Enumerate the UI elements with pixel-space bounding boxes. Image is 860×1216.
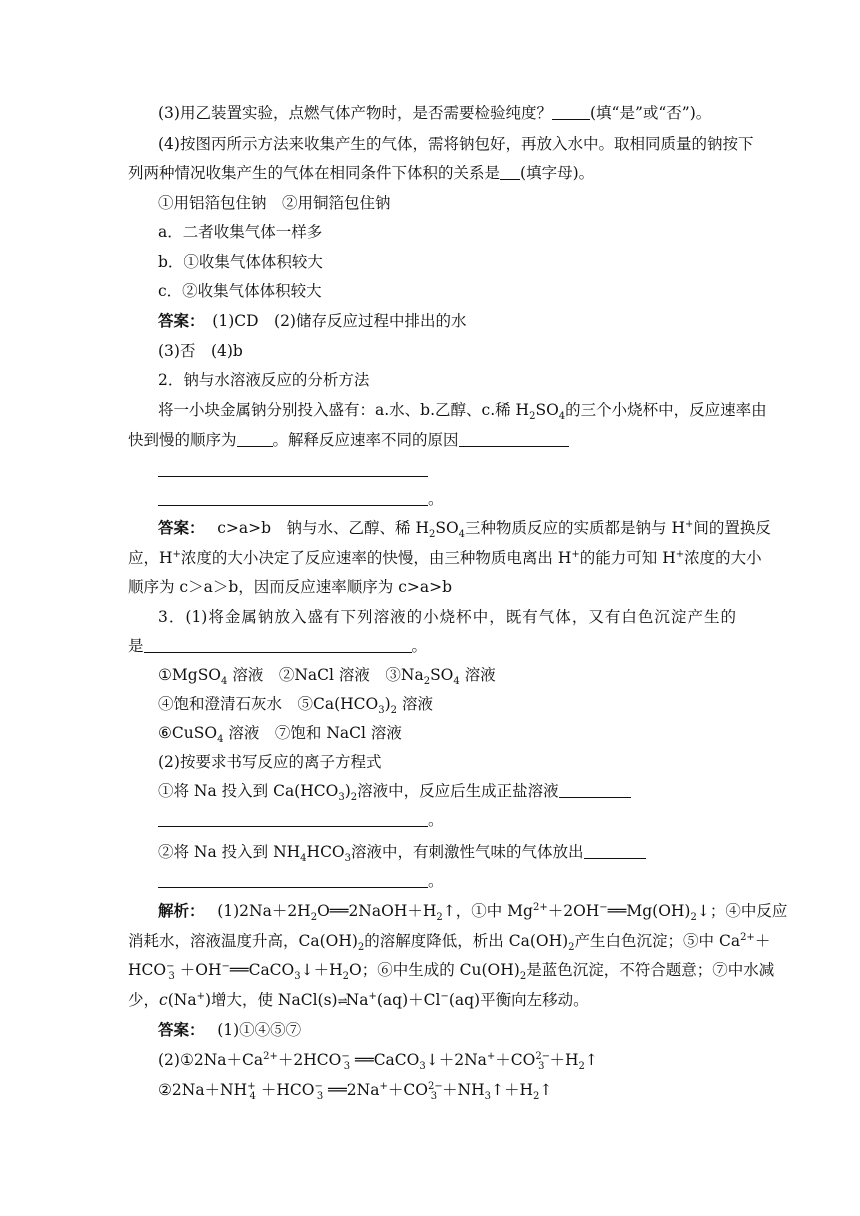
q3-part2-title: (2)按要求书写反应的离子方程式 — [158, 753, 382, 771]
q2-answer-line1: 答案： c>a>b 钠与水、乙醇、稀 $H_2SO_4$三种物质反应的实质都是钠与 H+间的置换反 — [158, 518, 771, 541]
q2-answer-text3: 间的置换反 — [693, 519, 771, 537]
q3-answer-line1 — [158, 1020, 301, 1040]
list-item-text: 溶液 — [401, 695, 433, 713]
q2-stem-reason: 。解释反应速率不同的原因 — [272, 431, 459, 449]
analysis-label: 解析： — [158, 901, 197, 920]
answer-label: 答案： — [158, 518, 197, 537]
q3-answer-text: ↓＋2Na — [425, 1051, 487, 1069]
list-item-text: ) — [384, 695, 391, 713]
answer-blank — [144, 637, 412, 653]
list-item-text: ④饱和澄清石灰水 ⑤Ca(HCO — [158, 695, 379, 713]
q1-part4-line2 — [128, 163, 594, 183]
answer-label: 答案： — [158, 1020, 197, 1039]
analysis-text: HCO — [128, 961, 167, 979]
analysis-text: ＋OH — [179, 961, 222, 979]
q1-part3-tail: (填“是”或“否”)。 — [589, 104, 712, 122]
q1-part3 — [158, 103, 711, 123]
q2-answer-text4: 浓度的大小 — [684, 549, 762, 567]
q3-analysis-line2: 消耗水，溶液温度升高，$Ca(OH)_2$的溶解度降低，析出 $Ca(OH)_2$产生白色沉淀；⑤中 $Ca^{2+}+$ — [128, 931, 771, 954]
q2-stem-order: 快到慢的顺序为 — [128, 431, 237, 449]
period: 。 — [428, 872, 444, 890]
q3-answer-text: ↑ — [584, 1051, 598, 1069]
q2-answer-text: 应，H — [128, 549, 173, 567]
q2-answer-text: c>a>b 钠与水、乙醇、稀 H — [217, 519, 429, 537]
q3-part2-item1: ①将 Na 投入到 $Ca(HCO_3)_2$溶液中，反应后生成正盐溶液 — [158, 781, 631, 801]
q2-answer-line2: 应，H+浓度的大小决定了反应速率的快慢，由三种物质电离出 H+的能力可知 H+浓度的大小 — [128, 548, 762, 567]
answer-line-blank — [158, 460, 428, 480]
q3-answer-text: ＋NH — [442, 1081, 485, 1099]
list-item-text: 溶液 ⑦饱和 NaCl 溶液 — [228, 724, 402, 742]
answer-blank — [158, 461, 428, 477]
answer-blank — [584, 843, 646, 859]
answer-line-blank — [158, 871, 444, 891]
analysis-text: 是蓝色沉淀，不符合题意；⑦中水减 — [526, 961, 775, 979]
q3-item-text: ②将 Na 投入到 NH — [158, 843, 301, 861]
q2-answer-text2: 浓度的大小决定了反应速率的快慢，由三种物质电离出 H — [180, 549, 572, 567]
q3-part2-item2: ②将 Na 投入到 $NH_4HCO_3$溶液中，有刺激性气味的气体放出 — [158, 842, 646, 862]
q1-answer-line2: (3)否 (4)b — [158, 342, 243, 360]
analysis-text: ↓；④中反应 — [696, 902, 788, 920]
q3-item-text: ) — [344, 782, 351, 800]
q3-answer-text: ＋H — [549, 1051, 579, 1069]
q1-option-c: c．②收集气体体积较大 — [158, 282, 322, 300]
q2-answer-text2: 三种物质反应的实质都是钠与 H — [465, 519, 685, 537]
q3-answer-text: ＋CO — [387, 1081, 428, 1099]
analysis-text: O══2NaOH＋H — [317, 902, 437, 920]
q3-answer-text: ↑＋H — [490, 1081, 533, 1099]
q2-answer-line3: 顺序为 c＞a＞b，因而反应速率顺序为 c>a>b — [128, 578, 453, 596]
list-item-text: 溶液 ②NaCl 溶液 ③Na — [232, 666, 424, 684]
analysis-text: (Na — [167, 991, 197, 1009]
q2-answer-text3: 的能力可知 H — [579, 549, 676, 567]
list-item-text: ①MgSO — [158, 666, 222, 684]
analysis-text: 消耗水，溶液温度升高，Ca(OH) — [128, 932, 358, 950]
answer-line-blank — [158, 489, 444, 509]
q3-answer-text: (2)①2Na＋Ca — [158, 1051, 264, 1069]
q3-item-text: 溶液中，反应后生成正盐溶液 — [357, 782, 559, 800]
q3-stem-text: 是 — [128, 637, 144, 655]
q3-list-line2: ④饱和澄清石灰水 $⑤Ca(HCO_3)_2$ 溶液 — [158, 695, 433, 717]
answer-blank — [500, 164, 520, 180]
analysis-text: 少， — [128, 991, 160, 1009]
analysis-text: ＋ — [754, 932, 771, 950]
answer-line-blank — [158, 810, 444, 830]
q1-option-b: b．①收集气体体积较大 — [158, 253, 323, 271]
q2-stem-text: 将一小块金属钠分别投入盛有：a.水、b.乙醇、c.稀 H — [158, 401, 530, 419]
q3-answer-line3: $②2Na+NH^+_4 +HCO^-_3$ $══2Na^++CO^{2-}_3$ $+NH_3↑+H_2↑$ — [158, 1080, 553, 1103]
q3-answer-text: ②2Na＋NH — [158, 1081, 248, 1099]
q3-analysis-line1: 解析： $(1)2Na+2H_2O══2NaOH+H_2↑$，①中 $Mg^{2+}+2OH^-══Mg(OH)_2↓$；④中反应 — [158, 901, 788, 924]
analysis-text: ══CaCO — [229, 961, 295, 979]
analysis-text: ══Mg(OH) — [607, 902, 691, 920]
analysis-text: (aq)平衡向左移动。 — [448, 991, 589, 1009]
q1-part4-tail: (填字母)。 — [520, 164, 595, 182]
period: 。 — [428, 811, 444, 829]
answer-blank — [459, 431, 569, 447]
answer-blank — [158, 811, 428, 827]
analysis-text: c — [159, 991, 168, 1009]
q3-answer-text: ＋HCO — [260, 1081, 315, 1099]
q1-option-a: a．二者收集气体一样多 — [158, 223, 323, 241]
answer-blank — [158, 872, 428, 888]
q3-stem-line1: 3．(1)将金属钠放入盛有下列溶液的小烧杯中，既有气体，又有白色沉淀产生的 — [158, 608, 736, 626]
q1-part3-text: (3)用乙装置实验，点燃气体产物时，是否需要检验纯度？ — [158, 104, 552, 122]
q2-stem-line2 — [128, 430, 569, 450]
q3-answer-text: ↑ — [539, 1081, 553, 1099]
q2-stem-text2: 的三个小烧杯中，反应速率由 — [565, 401, 767, 419]
analysis-text: 的溶解度降低，析出 Ca(OH) — [364, 932, 569, 950]
q1-answer-text: (1)CD (2)储存反应过程中排出的水 — [212, 312, 467, 330]
answer-blank — [559, 782, 631, 798]
q3-answer-text: ＋CO — [495, 1051, 536, 1069]
q3-answer-text: ＋2HCO — [277, 1051, 342, 1069]
q3-item-text: ①将 Na 投入到 Ca(HCO — [158, 782, 339, 800]
period: 。 — [428, 490, 444, 508]
q2-title: 2．钠与水溶液反应的分析方法 — [158, 371, 370, 389]
q3-answer-line2: $(2)①2Na+Ca^{2+}+2HCO^-_3$ $══CaCO_3↓+2Na^++CO^{2-}_3$ $+H_2↑$ — [158, 1050, 598, 1073]
period: 。 — [411, 637, 428, 655]
q3-analysis-line4: 少，c(Na+)增大，使 NaCl(s)⇌Na+(aq)＋Cl−(aq)平衡向左移动。 — [128, 990, 589, 1009]
q3-answer-text: ══CaCO — [355, 1051, 420, 1069]
q3-answer-text: (1)①④⑤⑦ — [217, 1021, 302, 1039]
q3-list-line3: ⑥CuSO$_4$ 溶液 ⑦饱和 NaCl 溶液 — [158, 724, 402, 746]
q3-item-text: 溶液中，有刺激性气味的气体放出 — [351, 843, 584, 861]
analysis-text: 产生白色沉淀；⑤中 Ca — [574, 932, 741, 950]
analysis-text: )增大，使 NaCl(s) — [204, 991, 338, 1009]
q1-part4-text: 列两种情况收集产生的气体在相同条件下体积的关系是 — [128, 164, 501, 182]
q3-item-text: HCO — [306, 843, 345, 861]
answer-blank — [237, 431, 273, 447]
analysis-text: (aq)＋Cl — [376, 991, 441, 1009]
answer-blank — [158, 490, 428, 506]
q2-answer-formula: SO — [435, 519, 459, 537]
q1-answer-line1 — [158, 311, 466, 331]
analysis-text: (1)2Na＋2H — [217, 902, 311, 920]
q3-analysis-line3: $HCO^-_3$ $+OH^-══CaCO_3↓+H_2O$；⑥中生成的 $Cu(OH)_2$是蓝色沉淀，不符合题意；⑦中水减 — [128, 960, 775, 983]
q2-stem-line1: 将一小块金属钠分别投入盛有：a.水、b.乙醇、c.稀 $H_2SO_4$的三个小烧杯中，反应速率由 — [158, 401, 767, 423]
answer-blank — [552, 104, 590, 120]
analysis-text: ↑，①中 Mg — [442, 902, 533, 920]
q3-stem-line2 — [128, 636, 427, 656]
analysis-text: ＋2OH — [547, 902, 600, 920]
equilibrium-arrow-icon: ⇌ — [337, 994, 346, 1008]
q1-part4-line1: (4)按图丙所示方法来收集产生的气体，需将钠包好，再放入水中。取相同质量的钠按下 — [158, 135, 754, 153]
list-item-text: 溶液 — [464, 666, 496, 684]
analysis-text: Na — [345, 991, 369, 1009]
q3-answer-text: ══2Na — [328, 1081, 380, 1099]
list-item-text: ⑥CuSO — [158, 724, 218, 742]
q1-wrap-options: ①用铝箔包住钠 ②用铜箔包住钠 — [158, 194, 391, 212]
analysis-text: ↓＋H — [300, 961, 343, 979]
analysis-text: O；⑥中生成的 Cu(OH) — [349, 961, 520, 979]
q2-stem-formula: SO — [535, 401, 559, 419]
answer-label: 答案： — [158, 311, 197, 330]
list-item-text: SO — [430, 666, 454, 684]
q3-list-line1: ①MgSO$_4$ 溶液 ②NaCl 溶液 $③Na_2SO_4$ 溶液 — [158, 666, 496, 688]
